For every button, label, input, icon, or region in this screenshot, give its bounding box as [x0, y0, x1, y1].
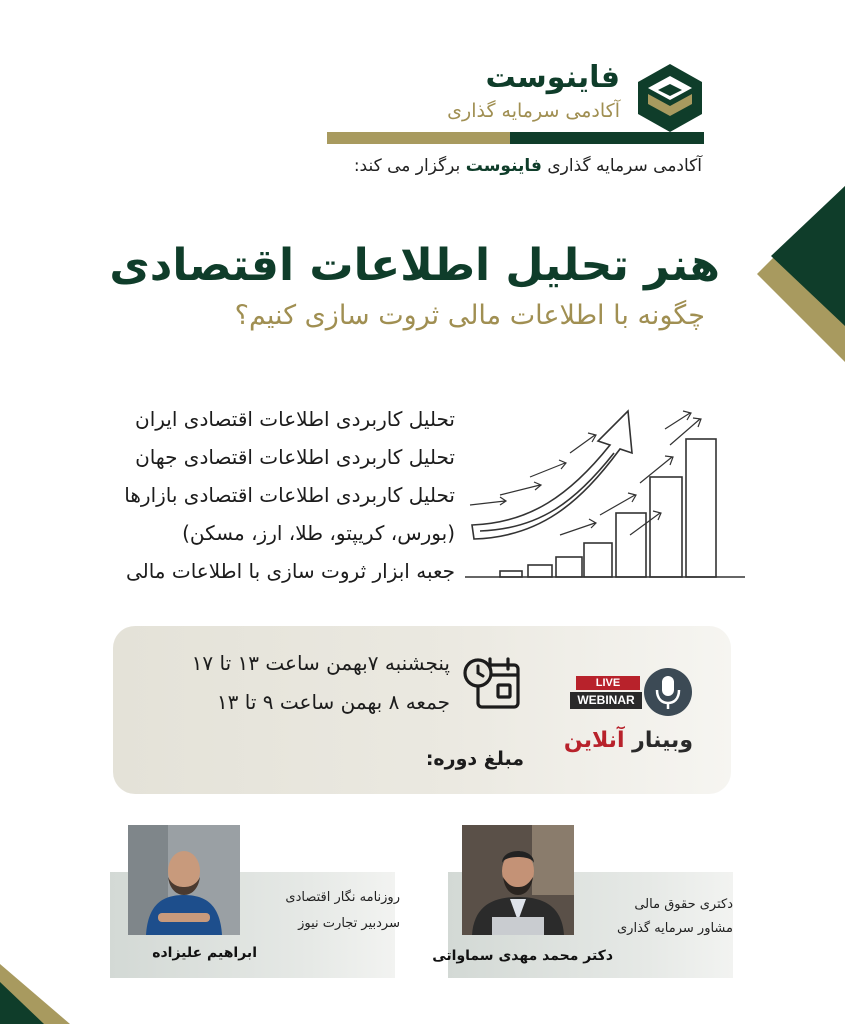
schedule-line-1: پنجشنبه ۷بهمن ساعت ۱۳ تا ۱۷ — [191, 651, 450, 675]
brand-subtitle: آکادمی سرمایه گذاری — [447, 100, 620, 122]
live-badge: LIVE — [576, 676, 640, 690]
organizer-prefix: آکادمی سرمایه گذاری — [547, 156, 702, 176]
speaker-2-role-2: مشاور سرمایه گذاری — [617, 921, 733, 936]
calendar-clock-icon — [462, 655, 522, 711]
divider-gold — [327, 132, 510, 144]
organizer-brand: فاینوست — [465, 156, 542, 176]
organizer-suffix: برگزار می کند: — [353, 156, 461, 176]
list-item: تحلیل کاربردی اطلاعات اقتصادی بازارها — [124, 483, 455, 507]
corner-triangle-right — [755, 186, 845, 362]
webinar-badge: WEBINAR — [570, 692, 642, 709]
online-webinar-label — [564, 728, 693, 753]
logo-icon — [634, 62, 706, 134]
speaker-1-role-1: روزنامه نگار اقتصادی — [285, 890, 400, 905]
list-item: تحلیل کاربردی اطلاعات اقتصادی جهان — [135, 445, 455, 469]
speaker-1-role-2: سردبیر تجارت نیوز — [298, 916, 400, 931]
list-item: (بورس، کریپتو، طلا، ارز، مسکن) — [182, 521, 455, 545]
topic-list — [95, 400, 455, 590]
speaker-1-photo — [128, 825, 240, 935]
speaker-2-role-1: دکتری حقوق مالی — [634, 897, 733, 912]
webinar-word: وبینار — [632, 728, 693, 753]
list-item: تحلیل کاربردی اطلاعات اقتصادی ایران — [135, 407, 455, 431]
speaker-2-photo — [462, 825, 574, 935]
page-subtitle: چگونه با اطلاعات مالی ثروت سازی کنیم؟ — [234, 300, 705, 331]
divider-green — [510, 132, 704, 144]
corner-triangle-bottom-left — [0, 964, 70, 1024]
schedule-line-2: جمعه ۸ بهمن ساعت ۹ تا ۱۳ — [216, 690, 450, 714]
brand-name: فاینوست — [485, 60, 620, 95]
organizer-line — [354, 156, 702, 176]
speaker-2-name: دکتر محمد مهدی سماواتی — [432, 948, 613, 964]
microphone-icon — [642, 666, 694, 718]
speaker-1-name: ابراهیم علیزاده — [152, 945, 257, 961]
course-fee-label: مبلغ دوره: — [425, 748, 524, 770]
list-item: جعبه ابزار ثروت سازی با اطلاعات مالی — [125, 559, 455, 583]
page-title: هنر تحلیل اطلاعات اقتصادی — [109, 240, 720, 291]
online-word: آنلاین — [563, 728, 625, 753]
chart-arrow-illustration — [460, 405, 750, 595]
